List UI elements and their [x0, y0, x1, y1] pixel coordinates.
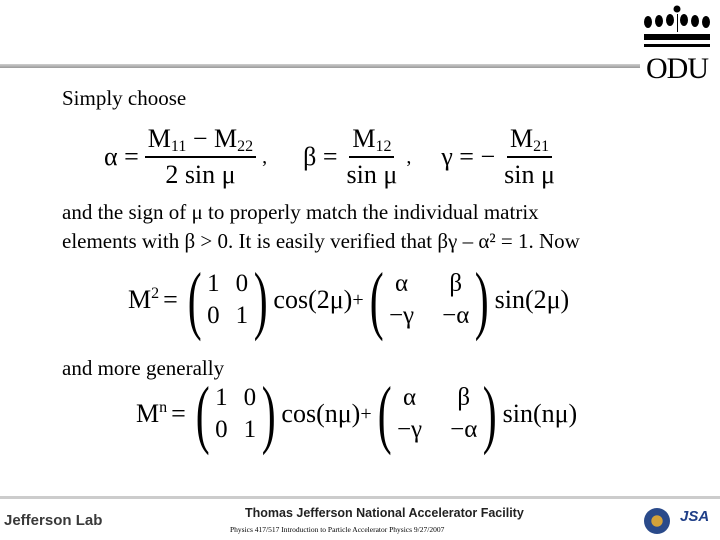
mn-lhs: $M^n$: [136, 399, 168, 428]
beta-num-sub-12: 12: [375, 138, 392, 155]
formula-m-squared: [128, 258, 570, 342]
twiss-cell: α: [402, 384, 417, 411]
formula-m-n: [136, 372, 578, 456]
gamma-num-m: M: [509, 124, 534, 153]
gamma-lhs: γ = −: [441, 142, 496, 171]
identity-cell: 1: [207, 270, 220, 297]
twiss-cell: −α: [442, 302, 470, 329]
twiss-cell: β: [457, 384, 471, 411]
sin-term: sin(nμ): [502, 399, 578, 428]
identity-cell: 0: [215, 416, 228, 443]
m2-lhs: $M^2$: [128, 285, 160, 314]
twiss-cell: −α: [450, 416, 478, 443]
formula-twiss-definitions: [104, 124, 558, 190]
gamma-denominator: sin μ: [504, 160, 555, 189]
identity-cell: 0: [243, 384, 257, 411]
alpha-num-sub-11: 11: [170, 138, 187, 155]
identity-cell: 1: [215, 384, 228, 411]
identity-cell: 0: [235, 270, 249, 297]
beta-denominator: sin μ: [346, 160, 398, 189]
generalization-text: and more generally: [62, 356, 225, 380]
alpha-num-minus: −: [186, 124, 214, 153]
twiss-cell: β: [449, 270, 463, 297]
mn-equals: =: [171, 399, 186, 428]
alpha-num-m11: M: [147, 124, 171, 153]
alpha-fraction: [145, 124, 256, 190]
twiss-cell: −γ: [388, 302, 415, 329]
cos-term: cos(2μ): [273, 285, 353, 314]
alpha-lhs: α =: [104, 142, 139, 171]
twiss-matrix: ( α β −γ −α ): [369, 258, 489, 342]
separator-2: ,: [406, 145, 412, 168]
twiss-cell: −γ: [396, 416, 423, 443]
plus-sign: +: [360, 402, 372, 425]
crown-icon: [640, 4, 714, 54]
identity-cell: 1: [235, 302, 249, 329]
identity-matrix: ( 1 0 0 1 ): [187, 258, 268, 342]
cos-term: cos(nμ): [281, 399, 361, 428]
sin-term: sin(2μ): [494, 285, 570, 314]
twiss-cell: α: [394, 270, 409, 297]
alpha-denominator: 2 sin μ: [165, 160, 236, 189]
footer-divider: [0, 496, 720, 499]
m2-exponent: 2: [151, 285, 160, 302]
identity-matrix: ( 1 0 0 1 ): [195, 372, 276, 456]
explanation-line-2: elements with β > 0. It is easily verified that βγ – α² = 1. Now: [62, 229, 580, 253]
gamma-num-sub-21: 21: [533, 138, 550, 155]
separator-1: ,: [262, 145, 268, 168]
jefferson-lab-logo: Jefferson Lab: [4, 512, 103, 529]
alpha-num-sub-22: 22: [237, 138, 254, 155]
twiss-matrix: ( α β −γ −α ): [377, 372, 497, 456]
mn-exponent: n: [159, 399, 168, 416]
beta-fraction: [344, 124, 401, 190]
identity-cell: 1: [243, 416, 257, 443]
doe-seal-icon: [644, 508, 670, 534]
jsa-logo: JSA: [680, 508, 710, 525]
explanation-line-1: and the sign of μ to properly match the individual matrix: [62, 200, 539, 224]
alpha-num-m22: M: [214, 124, 238, 153]
odu-logo: [640, 4, 714, 84]
odu-wordmark: ODU: [646, 52, 708, 85]
footer-title: Thomas Jefferson National Accelerator Facility: [245, 506, 524, 520]
plus-sign: +: [352, 288, 364, 311]
footer-course-info: Physics 417/517 Introduction to Particle Accelerator Physics 9/27/2007: [230, 525, 445, 534]
header-divider: [0, 64, 640, 68]
gamma-fraction: [501, 124, 558, 190]
intro-text: Simply choose: [62, 86, 187, 110]
beta-num-m: M: [352, 124, 376, 153]
identity-cell: 0: [207, 302, 220, 329]
beta-lhs: β =: [303, 142, 338, 171]
m2-equals: =: [163, 285, 178, 314]
